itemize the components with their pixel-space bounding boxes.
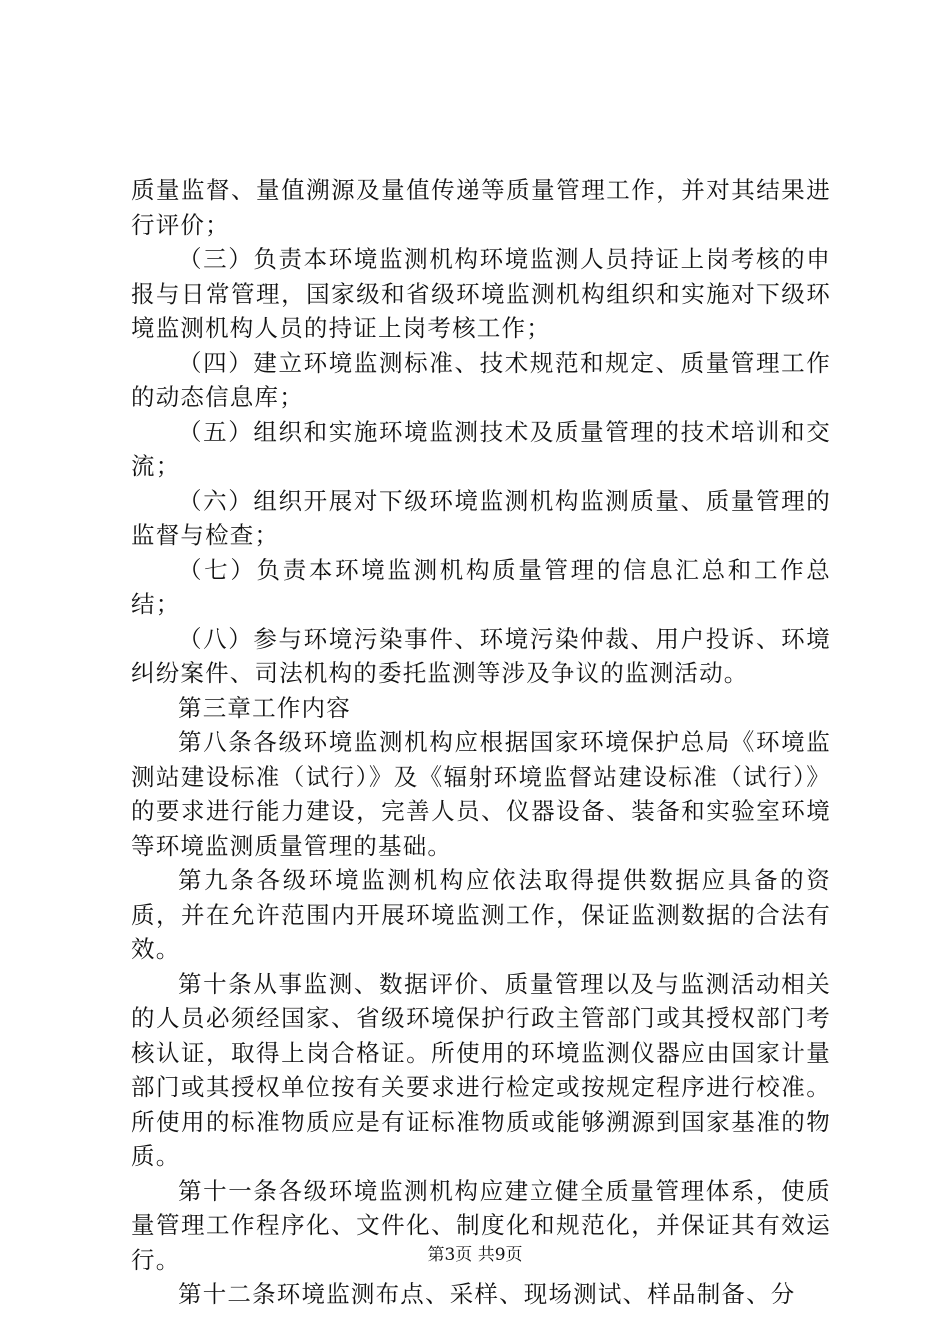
article-8: 第八条各级环境监测机构应根据国家环境保护总局《环境监测站建设标准（试行）》及《辐射环境监督站建设标准（试行）》的要求进行能力建设，完善人员、仪器设备、装备和实验室环境等环境监测质量管理的基础。 [131,728,831,860]
page-number-label: 第3页 共9页 [427,1245,523,1265]
document-body [131,173,831,1312]
article-12: 第十二条环境监测布点、采样、现场测试、样品制备、分 [178,1280,796,1308]
article-11: 第十一条各级环境监测机构应建立健全质量管理体系，使质量管理工作程序化、文件化、制度化和规范化，并保证其有效运行。 [131,1176,831,1274]
article-10: 第十条从事监测、数据评价、质量管理以及与监测活动相关的人员必须经国家、省级环境保护行政主管部门或其授权部门考核认证，取得上岗合格证。所使用的环境监测仪器应由国家计量部门或其授权单位按有关要求进行检定或按规定程序进行校准。所使用的标准物质应是有证标准物质或能够溯源到国家基准的物质。 [131,969,831,1170]
page-footer [0,1240,950,1265]
paragraph-item-4: （四）建立环境监测标准、技术规范和规定、质量管理工作的动态信息库； [131,348,831,411]
paragraph-item-8: （八）参与环境污染事件、环境污染仲裁、用户投诉、环境纠纷案件、司法机构的委托监测等涉及争议的监测活动。 [131,624,831,687]
paragraph-item-7: （七）负责本环境监测机构质量管理的信息汇总和工作总结； [131,555,831,618]
chapter-heading: 第三章工作内容 [178,693,351,722]
paragraph-continuation: 质量监督、量值溯源及量值传递等质量管理工作，并对其结果进行评价； [131,176,831,239]
article-9: 第九条各级环境监测机构应依法取得提供数据应具备的资质，并在允许范围内开展环境监测工作，保证监测数据的合法有效。 [131,866,831,963]
paragraph-item-3: （三）负责本环境监测机构环境监测人员持证上岗考核的申报与日常管理，国家级和省级环境监测机构组织和实施对下级环境监测机构人员的持证上岗考核工作； [131,245,831,342]
paragraph-item-6: （六）组织开展对下级环境监测机构监测质量、质量管理的监督与检查； [131,486,831,549]
paragraph-item-5: （五）组织和实施环境监测技术及质量管理的技术培训和交流； [131,417,831,480]
